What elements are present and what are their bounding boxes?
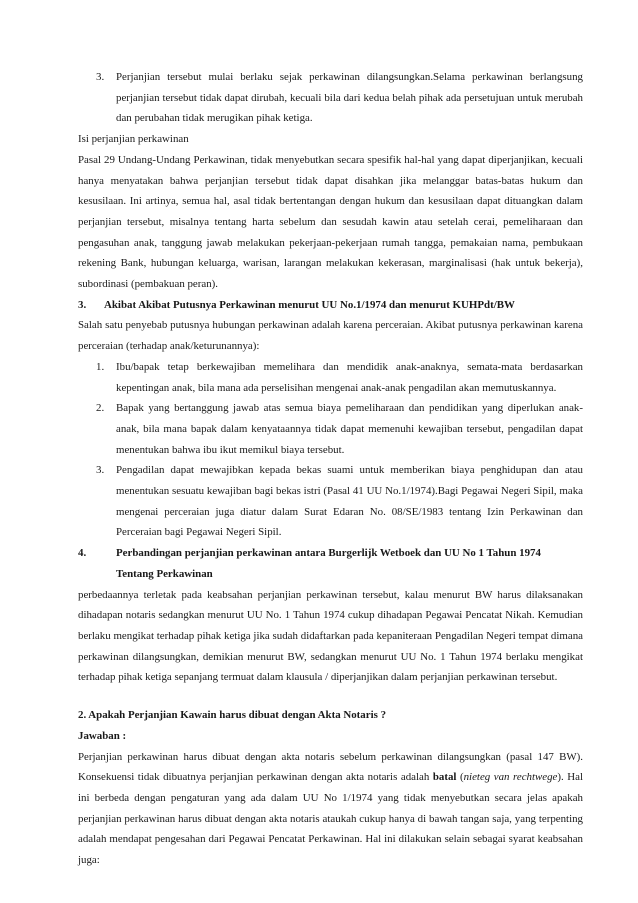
section3-title: Akibat Akibat Putusnya Perkawinan menurut UU No.1/1974 dan menurut KUHPdt/BW bbox=[104, 298, 515, 311]
answer-nieteg: nieteg van rechtwege bbox=[463, 771, 558, 784]
spacer bbox=[78, 688, 583, 705]
list-item-number: 2. bbox=[96, 402, 105, 415]
section4-title-line2: Tentang Perkawinan bbox=[116, 567, 213, 580]
list-item-number: 3. bbox=[96, 71, 105, 83]
section3-list bbox=[78, 357, 583, 543]
list-item bbox=[96, 67, 583, 129]
isi-title: Isi perjanjian perkawinan bbox=[78, 133, 189, 146]
section4-title-line1: Perbandingan perjanjian perkawinan antara Burgerlijk Wetboek dan UU No 1 Tahun 1974 bbox=[116, 547, 541, 560]
isi-paragraph: Pasal 29 Undang-Undang Perkawinan, tidak menyebutkan secara spesifik hal-hal yang dapat diperjanjikan, kecuali hanya menyatakan bahwa perjanjian tersebut tidak dapat disahkan jika melanggar batas-batas hukum dan kesusilaan. Ini artinya, semua hal, asal tidak bertentangan dengan hukum dan kesusilaan dapat dituangkan dalam perjanjian tersebut, misalnya tentang harta sebelum dan sesudah kawin atau setelah cerai, pemeliharaan dan pengasuhan anak, tanggung jawab melakukan pekerjaan-pekerjaan rumah tangga, pemakaian nama, pembukaan rekening Bank, hubungan keluarga, warisan, larangan melakukan kekerasan, marginalisasi (hak untuk bekerja), subordinasi (pembakuan peran). bbox=[78, 153, 583, 291]
answer-paragraph bbox=[78, 747, 583, 871]
list-item bbox=[96, 460, 583, 543]
list-item-text: Bapak yang bertanggung jawab atas semua biaya pemeliharaan dan pendidikan yang diperlukan anak-anak, bila mana bapak dalam kenyataannya tidak dapat memenuhi kewajiban tersebut, pengadilan dapat menentukan bahwa ibu ikut memikul biaya tersebut. bbox=[116, 402, 583, 456]
list-item-number: 1. bbox=[96, 360, 105, 373]
list-item bbox=[96, 357, 583, 398]
section4-number: 4. bbox=[78, 547, 87, 560]
list-item-text: Ibu/bapak tetap berkewajiban memelihara dan mendidik anak-anaknya, semata-mata berdasarkan kepentingan anak, bila mana ada perselisihan mengenai anak-anak pengadilan akan memutuskannya. bbox=[116, 360, 583, 394]
answer-text-part2: ( bbox=[456, 771, 464, 784]
list-item bbox=[96, 398, 583, 460]
section4-paragraph: perbedaannya terletak pada keabsahan perjanjian perkawinan tersebut, kalau menurut BW harus dilaksanakan dihadapan notaris sedangkan menurut UU No. 1 Tahun 1974 cukup dihadapan Pegawai Pencatat Nikah. Kemudian berlaku mengikat terhadap pihak ketiga jika sudah didaftarkan pada kepaniteraan Pengadilan Negeri tempat dimana perkawinan dilangsungkan, demikian menurut BW, sedangkan menurut UU No. 1 Tahun 1974 berlaku mengikat terhadap pihak ketiga sepanjang termuat dalam klausula / diperjanjikan dalam perjanjian perkawinan tersebut. bbox=[78, 588, 583, 684]
answer-text-part3: ). Hal ini berbeda dengan pengaturan yang ada dalam UU No 1/1974 yang tidak menyebutkan secara jelas apakah perjanjian perkawinan harus dibuat dengan akta notaris ataukah cukup hanya di bawah tangan saja, yang terpenting adalah mendapat pengesahan dari Pegawai Pencatat Perkawinan. Hal ini dilakukan selain sebagai syarat keabsahan juga: bbox=[78, 771, 583, 867]
section3-number: 3. bbox=[78, 298, 87, 311]
answer-label: Jawaban : bbox=[78, 729, 127, 742]
answer-batal: batal bbox=[432, 771, 457, 784]
list-item-number: 3. bbox=[96, 464, 105, 477]
section3-heading bbox=[78, 295, 583, 316]
question2-title: 2. Apakah Perjanjian Kawain harus dibuat dengan Akta Notaris ? bbox=[78, 709, 387, 722]
section4-heading bbox=[78, 543, 583, 584]
list-item-text: Perjanjian tersebut mulai berlaku sejak perkawinan dilangsungkan.Selama perkawinan berlangsung perjanjian tersebut tidak dapat dirubah, kecuali bila dari kedua belah pihak ada persetujuan untuk merubah dan perubahan tidak merugikan pihak ketiga. bbox=[116, 71, 583, 125]
list-item-text: Pengadilan dapat mewajibkan kepada bekas suami untuk memberikan biaya penghidupan dan atau menentukan sesuatu kewajiban bagi bekas istri (Pasal 41 UU No.1/1974).Bagi Pegawai Negeri Sipil, maka mengenai perceraian juga diatur dalam Surat Edaran No. 08/SE/1983 tentang Izin Perkawinan dan Perceraian bagi Pegawai Negeri Sipil. bbox=[116, 464, 583, 539]
block1-list bbox=[78, 67, 583, 129]
answer-text-part1: Perjanjian perkawinan harus dibuat dengan akta notaris sebelum perkawinan dilangsungkan (pasal 147 BW). Konsekuensi tidak dibuatnya perjanjian perkawinan dengan akta notaris adalah bbox=[78, 750, 583, 784]
section3-intro: Salah satu penyebab putusnya hubungan perkawinan adalah karena perceraian. Akibat putusnya perkawinan karena perceraian (terhadap anak/keturunannya): bbox=[78, 319, 583, 353]
